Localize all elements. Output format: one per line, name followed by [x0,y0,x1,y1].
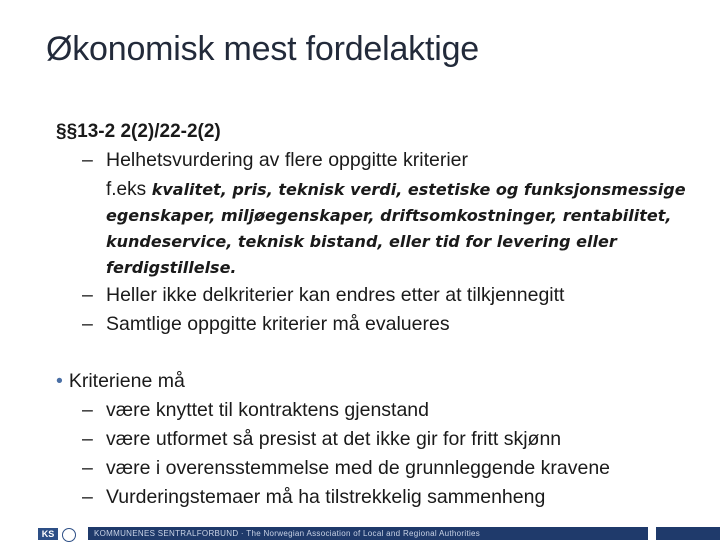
criteria-item-text: være knyttet til kontraktens gjenstand [106,399,429,421]
criteria-item [56,396,696,425]
ks-logo: KS [38,528,58,540]
criteria-item-text: Vurderingstemaer må ha tilstrekkelig sammenheng [106,486,546,508]
dash-marker: – [82,457,93,479]
dash-marker: – [82,313,93,335]
slide-content [56,118,696,512]
example-line-3: kundeservice, teknisk bistand, eller tid for levering eller [106,232,617,251]
dash-marker: – [82,399,93,421]
criteria-heading-text: Kriteriene må [68,370,185,392]
subcriteria-text: Heller ikke delkriterier kan endres etter at tilkjennegitt [106,284,565,306]
example-line-2: egenskaper, miljøegenskaper, driftsomkostninger, rentabilitet, [106,206,672,225]
slide-title: Økonomisk mest fordelaktige [46,30,479,68]
example-line-4: ferdigstillelse. [106,258,237,277]
example-line-1 [106,177,696,203]
criteria-item-text: være utformet så presist at det ikke gir for fritt skjønn [106,428,562,450]
footer-bar [88,527,648,540]
dash-marker: – [82,284,93,306]
criteria-item [56,425,696,454]
dash-marker: – [82,486,93,508]
list-item-all-criteria [56,310,696,339]
all-criteria-text: Samtlige oppgitte kriterier må evalueres [106,313,450,335]
dash-marker: – [82,149,93,171]
footer-right-block [656,527,720,540]
assessment-text: Helhetsvurdering av flere oppgitte kriterier [106,149,469,171]
example-block [56,175,696,281]
bullet-marker: • [56,370,63,392]
list-item-subcriteria [56,281,696,310]
criteria-heading [56,367,696,396]
dash-marker: – [82,428,93,450]
example-prefix: f.eks [106,179,147,200]
list-item-assessment [56,146,696,175]
section-reference: §§13-2 2(2)/22-2(2) [56,121,221,142]
footer-text: KOMMUNENES SENTRALFORBUND · The Norwegian Association of Local and Regional Authorities [94,529,481,538]
criteria-item [56,454,696,483]
example-text-1: kvalitet, pris, teknisk verdi, estetiske og funksjonsmessige [151,180,686,199]
criteria-item-text: være i overensstemmelse med de grunnleggende kravene [106,457,611,479]
criteria-item [56,483,696,512]
